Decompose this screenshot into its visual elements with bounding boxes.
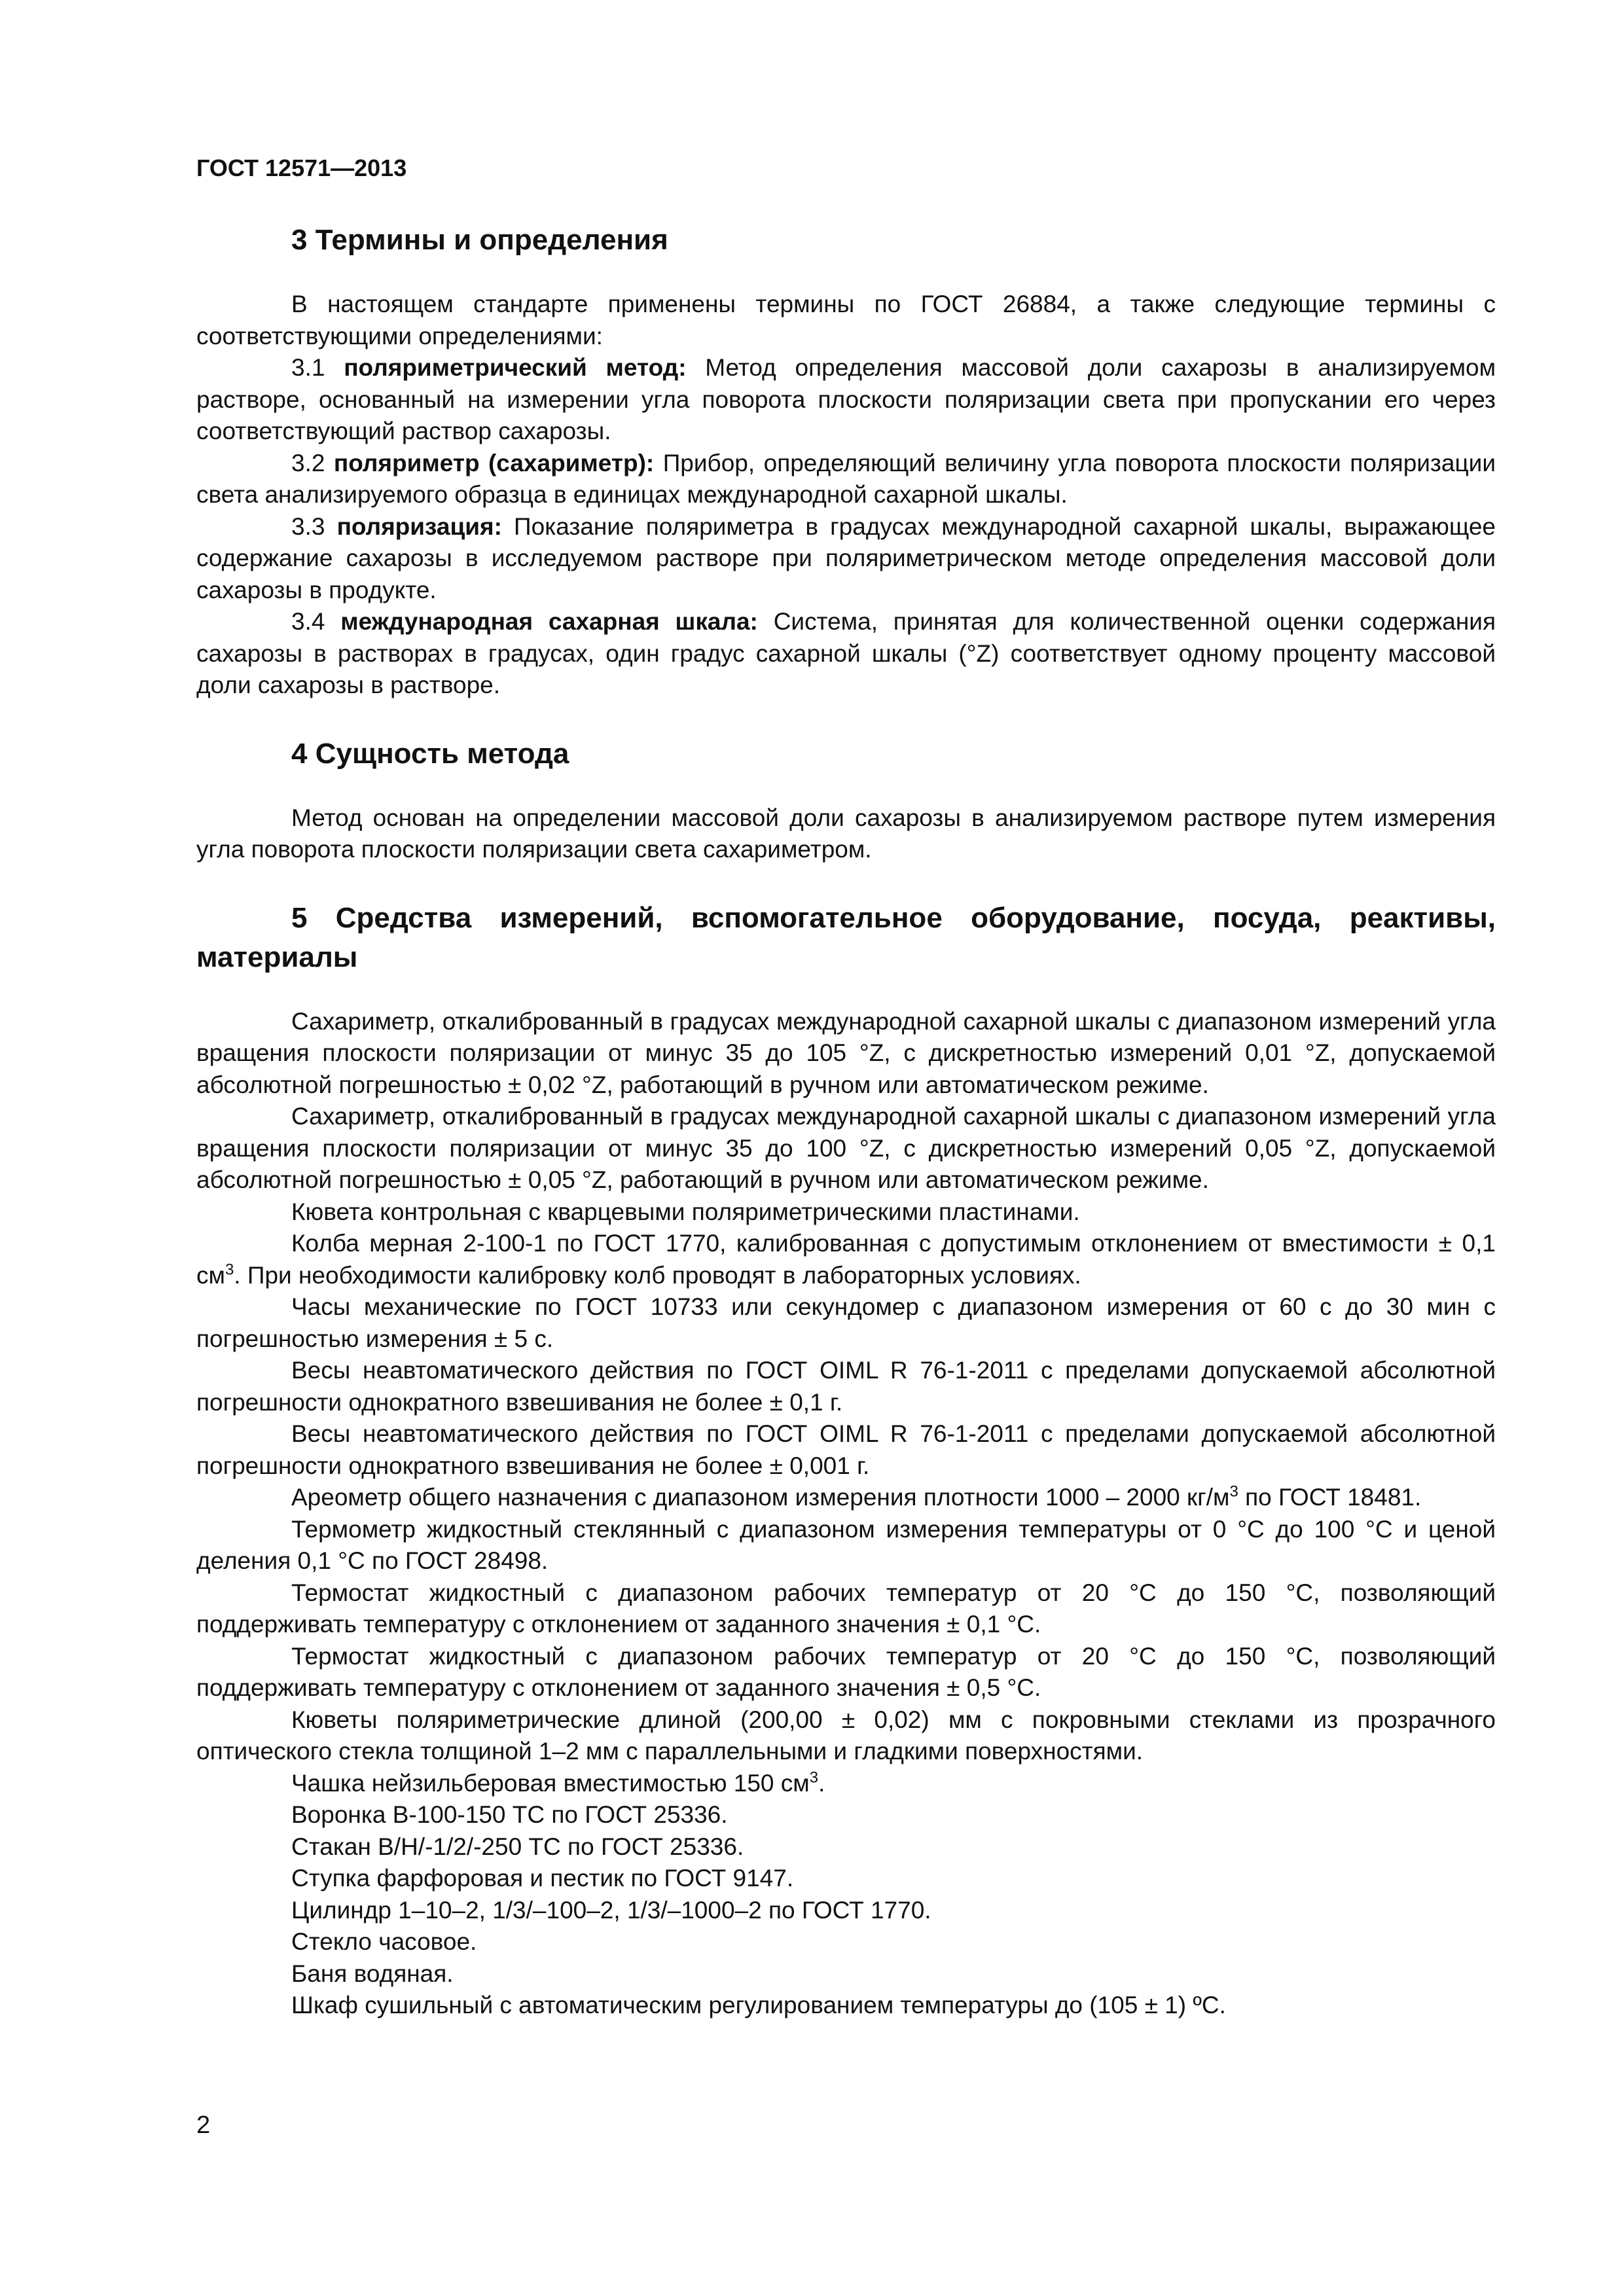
term-number: 3.2 xyxy=(291,449,325,476)
equipment-item: Колба мерная 2-100-1 по ГОСТ 1770, калиброванная с допустимым отклонением от вместимости ± 0,1 $см^3$. При необходимости калибровку колб проводят в лабораторных условиях. xyxy=(196,1230,1496,1289)
term-name: поляризация: xyxy=(336,512,502,540)
term-definition: Система, принятая для количественной оценки содержания сахарозы в растворах в градусах, один градус сахарной шкалы (°Z) соответствует одному проценту массовой доли сахарозы в растворе. xyxy=(196,608,1496,698)
term-number: 3.3 xyxy=(291,512,325,540)
method-paragraph: Метод основан на определении массовой доли сахарозы в анализируемом растворе путем измерения угла поворота плоскости поляризации света сахариметром. xyxy=(196,804,1496,863)
equipment-item: Термостат жидкостный с диапазоном рабочих температур от 20 °С до 150 °С, позволяющий поддерживать температуру с отклонением от заданного значения ± 0,5 °С. xyxy=(196,1642,1496,1701)
equipment-item: Весы неавтоматического действия по ГОСТ OIML R 76-1-2011 с пределами допускаемой абсолютной погрешности однократного взвешивания не более ± 0,001 г. xyxy=(196,1420,1496,1479)
equipment-item: Кювета контрольная с кварцевыми поляриметрическими пластинами. xyxy=(291,1198,1080,1225)
page-number: 2 xyxy=(196,2111,211,2139)
section-terms xyxy=(196,221,1496,702)
document-header: ГОСТ 12571—2013 xyxy=(196,154,407,181)
equipment-item: Весы неавтоматического действия по ГОСТ OIML R 76-1-2011 с пределами допускаемой абсолютной погрешности однократного взвешивания не более ± 0,1 г. xyxy=(196,1357,1496,1416)
equipment-item: Термометр жидкостный стеклянный с диапазоном измерения температуры от 0 °С до 100 °С и ценой деления 0,1 °С по ГОСТ 28498. xyxy=(196,1515,1496,1574)
section-title-method: 4 Сущность метода xyxy=(291,737,569,770)
term-definition: Показание поляриметра в градусах международной сахарной шкалы, выражающее содержание сахарозы в исследуемом растворе при поляриметрическом методе определения массовой доли сахарозы в продукте. xyxy=(196,512,1496,603)
term-definition: Метод определения массовой доли сахарозы в анализируемом растворе, основанный на измерении угла поворота плоскости поляризации света при пропускании его через соответствующий раствор сахарозы. xyxy=(196,354,1496,444)
equipment-item: Сахариметр, откалиброванный в градусах международной сахарной шкалы с диапазоном измерений угла вращения плоскости поляризации от минус 35 до 100 °Z, с дискретностью измерений 0,05 °Z, допускаемой абсолютной погрешностью ± 0,05 °Z, работающий в ручном или автоматическом режиме. xyxy=(196,1103,1496,1193)
term-paragraph xyxy=(196,511,1496,607)
term-number: 3.4 xyxy=(291,608,325,635)
equipment-item: Стекло часовое. xyxy=(291,1928,477,1955)
section-title-terms: 3 Термины и определения xyxy=(291,224,668,256)
equipment-item: Кюветы поляриметрические длиной (200,00 ± 0,02) мм с покровными стеклами из прозрачного оптического стекла толщиной 1–2 мм с параллельными и гладкими поверхностями. xyxy=(196,1706,1496,1765)
equipment-item: Сахариметр, откалиброванный в градусах международной сахарной шкалы с диапазоном измерений угла вращения плоскости поляризации от минус 35 до 105 °Z, с дискретностью измерений 0,01 °Z, допускаемой абсолютной погрешностью ± 0,02 °Z, работающий в ручном или автоматическом режиме. xyxy=(196,1007,1496,1098)
equipment-item: Ступка фарфоровая и пестик по ГОСТ 9147. xyxy=(291,1865,794,1892)
term-paragraph xyxy=(196,606,1496,702)
term-name: поляриметрический метод: xyxy=(344,354,687,381)
document-page xyxy=(196,154,1496,2054)
terms-intro: В настоящем стандарте применены термины по ГОСТ 26884, а также следующие термины с соответствующими определениями: xyxy=(196,291,1496,350)
section-equipment xyxy=(196,899,1496,2022)
equipment-item: Ареометр общего назначения с диапазоном измерения плотности 1000 – 2000 $кг/м^3$ по ГОСТ 18481. xyxy=(291,1482,1422,1511)
term-paragraph xyxy=(196,352,1496,448)
equipment-item: Баня водяная. xyxy=(291,1960,454,1987)
section-title-equipment: 5 Средства измерений, вспомогательное оборудование, посуда, реактивы, материалы xyxy=(196,901,1496,973)
term-number: 3.1 xyxy=(291,354,325,381)
equipment-item: Стакан В/Н/-1/2/-250 ТС по ГОСТ 25336. xyxy=(291,1833,744,1860)
equipment-item: Воронка В-100-150 ТС по ГОСТ 25336. xyxy=(291,1801,728,1828)
term-name: поляриметр (сахариметр): xyxy=(333,449,655,476)
term-name: международная сахарная шкала: xyxy=(340,608,758,635)
equipment-item: Чашка нейзильберовая вместимостью 150 $см^3$. xyxy=(291,1768,825,1797)
term-paragraph xyxy=(196,448,1496,511)
equipment-item: Цилиндр 1–10–2, 1/3/–100–2, 1/3/–1000–2 по ГОСТ 1770. xyxy=(291,1896,931,1924)
equipment-item: Шкаф сушильный с автоматическим регулированием температуры до (105 ± 1) ºС. xyxy=(291,1992,1226,2018)
equipment-item: Часы механические по ГОСТ 10733 или секундомер с диапазоном измерения от 60 с до 30 мин с погрешностью измерения ± 5 с. xyxy=(196,1293,1496,1352)
equipment-item: Термостат жидкостный с диапазоном рабочих температур от 20 °С до 150 °С, позволяющий поддерживать температуру с отклонением от заданного значения ± 0,1 °С. xyxy=(196,1579,1496,1638)
term-definition: Прибор, определяющий величину угла поворота плоскости поляризации света анализируемого образца в единицах международной сахарной шкалы. xyxy=(196,449,1496,508)
section-method-essence xyxy=(196,734,1496,866)
